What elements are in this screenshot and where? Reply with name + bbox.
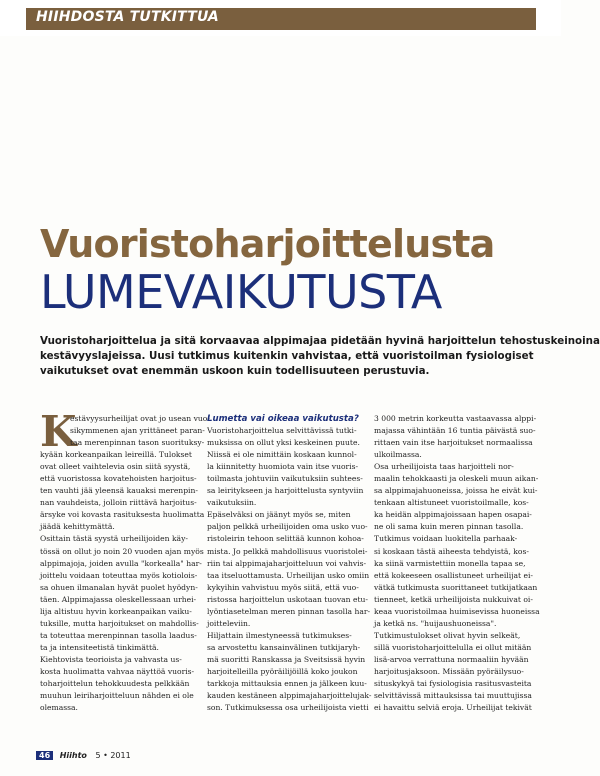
lead-line: kestävyyslajeissa. Uusi tutkimus kuitenkin vahvistaa, että vuoristoilman fysiologiset [40,350,534,362]
text-line: ka heidän alppimajoissaan hapen osapai- [374,510,532,520]
text-line: ne oli sama kuin meren pinnan tasolla. [374,522,524,532]
text-line: sikymmenen ajan yrittäneet paran- [70,426,205,436]
text-line: lija altistuu hyvin korkeanpaikan vaiku- [40,606,192,616]
text-line: sa arvostettu kansainvälinen tutkijaryh- [207,642,361,652]
article-title-line2: LUMEVAIKUTUSTA [40,265,442,319]
text-line: keaa vuoristoilmaa huimisevissa huoneissa [374,606,540,616]
text-line: tössä on ollut jo noin 20 vuoden ajan myös [40,546,204,556]
text-line: la kiinnitetty huomiota vain itse vuoris- [207,462,359,472]
text-line: kyään korkeanpaikan leireillä. Tulokset [40,450,192,460]
text-line: son. Tutkimuksessa osa urheilijoista vietti [207,703,369,713]
text-line: ristoleirin tehoon selittää kunnon kohoa- [207,534,364,544]
page-number: 46 [36,751,53,760]
subheading: Lumetta vai oikeaa vaikutusta? [207,414,359,424]
text-line: selvittävissä mittauksissa tai muuttujissa [374,691,532,701]
text-line: mista. Jo pelkkä mahdollisuus vuoristolei- [207,546,368,556]
body-column-1 [40,407,210,714]
text-line: että vuoristossa kovatehoisten harjoitus- [40,474,197,484]
text-line: tienneet, ketkä urheilijoista nukkuivat oi- [374,594,533,604]
text-line: kykyihin vahvistuu myös siitä, että vuo- [207,582,359,592]
drop-cap: K [40,407,77,456]
text-line: muksissa on ollut yksi keskeinen puute. [207,438,360,448]
text-line: joittelu voidaan toteuttaa myös kotiolois- [40,570,198,580]
magazine-name: Hiihto [59,751,87,760]
text-line: Niissä ei ole nimittäin koskaan kunnol- [207,450,357,460]
lead-line: vaikutukset ovat enemmän uskoon kuin todellisuuteen perustuvia. [40,365,430,377]
text-line: sillä vuoristoharjoittelulla ei ollut mitään [374,642,532,652]
text-line: ärsyke voi kovasta rasituksesta huolimatta [40,510,205,520]
text-line: majassa vähintään 16 tuntia päivästä suo- [374,426,536,436]
text-line: Vuoristoharjoittelua selvittävissä tutki- [207,426,357,436]
text-line: tenkaan altistuneet vuoristoilmalle, kos- [374,498,529,508]
text-line: ristossa harjoittelun uskotaan tuovan etu- [207,594,368,604]
text-line: taa itseluottamusta. Urheilijan usko omiin [207,570,370,580]
text-line: ja ketkä ns. "huijaushuoneissa". [374,618,497,628]
text-line: kauden kestäneen alppimajaharjoittelujak- [207,691,372,701]
text-line: paljon pelkkä urheilijoiden oma usko vuo- [207,522,368,532]
lead-line: Vuoristoharjoittelua ja sitä korvaavaa alppimajaa pidetään hyvinä harjoittelun tehostuskeinoina [40,335,600,347]
text-line: mä suoritti Ranskassa ja Sveitsissä hyvin [207,654,366,664]
text-line: sa leiritykseen ja harjoittelusta syntyviin [207,486,364,496]
text-line: nan vauhdeista, jolloin riittävä harjoitus- [40,498,197,508]
text-line: Kiehtovista teorioista ja vahvasta us- [40,654,182,664]
text-line: sa alppimajahuoneissa, joissa he eivät kui- [374,486,538,496]
text-line: Epäselväksi on jäänyt myös se, miten [207,510,351,520]
article-title-line1: Vuoristoharjoittelusta [40,222,495,266]
text-line: lisä-arvoa verrattuna normaaliin hyvään [374,654,529,664]
text-line: rittaen vain itse harjoitukset normaalissa [374,438,533,448]
text-line: muuhun leiriharjoitteluun nähden ei ole [40,691,194,701]
text-line: vätkä tutkimusta suorittaneet tutkijatkaan [374,582,538,592]
text-line: 3 000 metrin korkeutta vastaavassa alppi- [374,414,537,423]
text-line: harjoitusjaksoon. Missään pyöräilysuo- [374,666,524,676]
text-line: ta ja intensiteetistä tinkimättä. [40,642,159,652]
text-line: ei havaittu selviä eroja. Urheilijat tekivät [374,703,532,713]
text-line: si koskaan tästä aiheesta tehdyistä, kos- [374,546,529,556]
text-line: Osittain tästä syystä urheilijoiden käy- [40,534,188,544]
text-line: että kokeeseen osallistuneet urheilijat ei- [374,570,533,580]
text-line: maalin tehokkaasti ja oleskeli muun aikan- [374,474,539,484]
issue-number: 5 • 2011 [95,751,131,760]
text-line: harjoitelleilla pyöräilijöillä koko joukon [207,666,358,676]
text-line: sa ohuen ilmanalan hyvät puolet hyödyn- [40,582,198,592]
text-line: jäädä kehittymättä. [40,522,115,532]
text-line: kosta huolimatta vahvaa näyttöä vuoris- [40,666,195,676]
lead-paragraph [40,334,600,379]
section-label: HIIHDOSTA TUTKITTUA [36,9,219,25]
text-line: Hiljattain ilmestyneessä tutkimukses- [207,630,352,640]
text-line: vaikutuksiin. [207,498,257,508]
text-line: Tutkimustulokset olivat hyvin selkeät, [374,630,521,640]
text-line: riin tai alppimajaharjoitteluun voi vahvis- [207,558,367,568]
body-column-3 [374,413,540,714]
text-line: ulkoilmassa. [374,450,422,460]
text-line: lyöntiasetelman meren pinnan tasolla har- [207,606,371,616]
text-line: toharjoittelun tehokkuudesta pelkkään [40,679,190,689]
text-line: Tutkimus voidaan luokitella parhaak- [374,534,518,544]
text-line: tuksille, mutta harjoitukset on mahdollis- [40,618,199,628]
text-line: ka siinä varmistettiin monella tapaa se, [374,558,526,568]
text-line: täen. Alppimajassa oleskellessaan urhei- [40,594,197,604]
text-line: Osa urheilijoista taas harjoitteli nor- [374,462,514,472]
text-line: estävyysurheilijat ovat jo usean vuo- [70,414,210,423]
page-footer [36,751,131,763]
text-line: tarkkoja mittauksia ennen ja jälkeen kuu- [207,679,367,689]
text-line: taa merenpinnan tason suorituksy- [70,438,205,448]
body-column-2 [207,413,372,714]
text-line: ten vauhti jää yleensä kauaksi merenpin- [40,486,198,496]
text-line: ovat olleet vaihtelevia osin siitä syystä, [40,462,191,472]
text-line: situskykyä tai fysiologisia rasitusvasteita [374,679,532,689]
text-line: toilmasta johtuviin vaikutuksiin suhtees- [207,474,363,484]
text-line: olemassa. [40,703,78,713]
text-line: alppimajoja, joiden avulla "korkealla" har- [40,558,202,568]
text-line: joitteleviin. [207,618,251,628]
text-line: ta toteuttaa merenpinnan tasolla laadus- [40,630,197,640]
